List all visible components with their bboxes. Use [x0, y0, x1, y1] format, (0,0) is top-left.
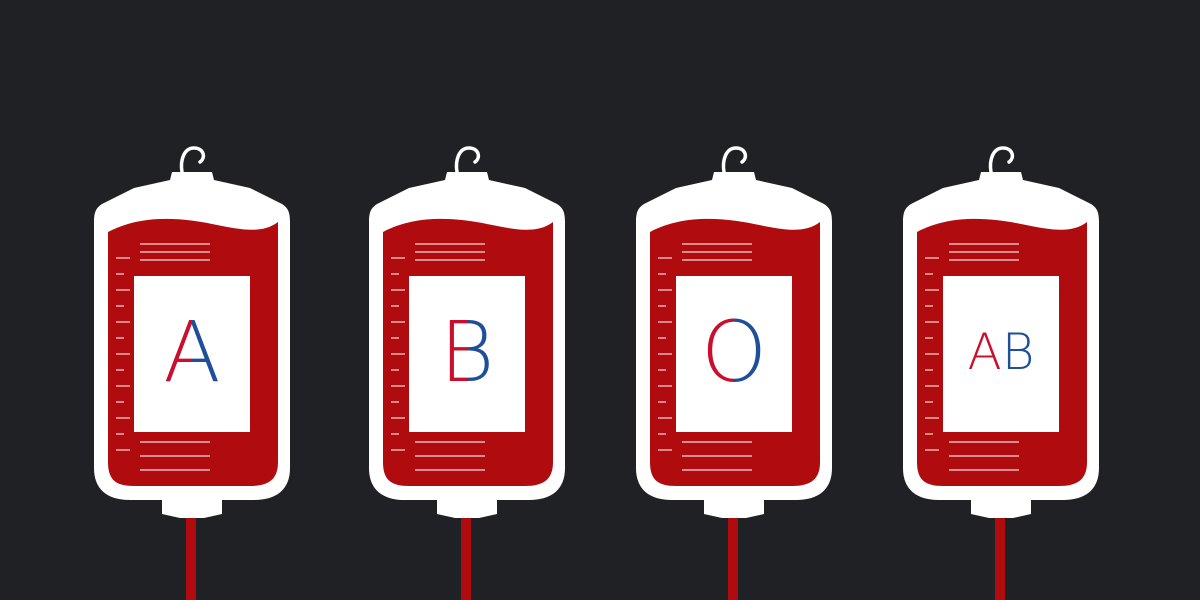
blood-bag-a: [82, 0, 302, 600]
blood-type-label: AB: [967, 323, 1035, 381]
outlet-tube: [728, 518, 738, 600]
outlet-tube: [461, 518, 471, 600]
blood-type-label: O: [700, 303, 768, 401]
blood-bag-o: [624, 0, 844, 600]
blood-type-label: A: [163, 303, 221, 401]
hanger-hook-icon: [457, 148, 479, 172]
outlet-tube: [995, 518, 1005, 600]
blood-bag-ab: [891, 0, 1111, 600]
blood-type-label: B: [439, 303, 495, 401]
outlet-tube: [186, 518, 196, 600]
hanger-hook-icon: [991, 148, 1013, 172]
hanger-hook-icon: [182, 148, 204, 172]
hanger-hook-icon: [724, 148, 746, 172]
blood-bag-b: [357, 0, 577, 600]
